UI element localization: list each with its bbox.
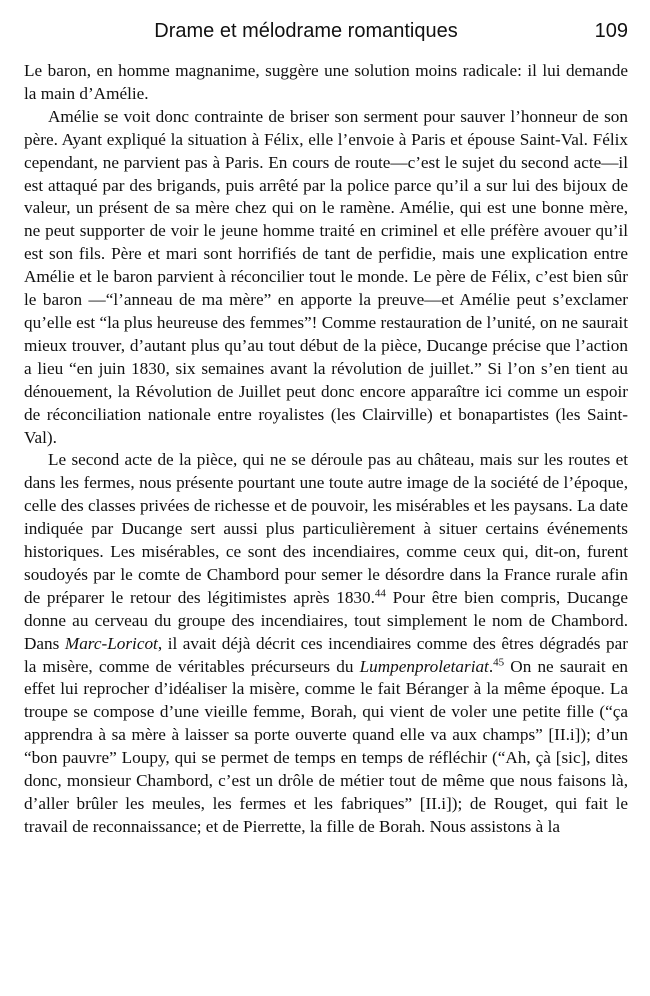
body-text	[24, 60, 628, 839]
paragraph-3	[24, 449, 628, 838]
paragraph-3-text-c: , il avait déjà décrit ces incendiaires comme des êtres dégradés par la misère, comme de véritables précurseurs du	[24, 633, 628, 676]
footnote-ref-44: 44	[374, 587, 386, 600]
paragraph-3-text-d: .	[488, 656, 494, 676]
footnote-ref-45: 45	[493, 655, 505, 668]
running-header	[24, 20, 628, 50]
paragraph-2: Amélie se voit donc contrainte de briser son serment pour sauver l’honneur de son père. Ayant expliqué la situation à Félix, elle l’envoie à Paris et épouse Saint-Val. Félix cependant, ne parvient pas à Paris. En cours de route—c’est le sujet du second acte—il est attaqué par des brigands, puis arrêté par la police parce qu’il a sur lui des bijoux de valeur, un présent de sa mère chez qui on le ramène. Amélie, qui est une bonne mère, ne peut supporter de voir le jeune homme traité en criminel et elle préfère avouer qu’il est son fils. Père et mari sont horrifiés de tant de perfidie, mais une explication entre Amélie et le baron parvient à réconcilier tout le monde. Le père de Félix, c’est bien sûr le baron —“l’anneau de ma mère” en apporte la preuve—et Amélie peut s’exclamer qu’elle est “la plus heureuse des femmes”! Comme restauration de l’unité, on ne saurait mieux trouver, d’autant plus qu’au tout début de la pièce, Ducange précise que l’action a lieu “en juin 1830, six semaines avant la révolution de juillet.” Si l’on s’en tient au dénouement, la Révolution de Juillet peut donc encore apparaître ici comme un espoir de réconciliation nationale entre royalistes (les Clairville) et bonapartistes (les Saint-Val).	[24, 106, 628, 447]
running-title: Drame et mélodrame romantiques	[154, 20, 458, 42]
page-number: 109	[594, 20, 628, 42]
paragraph-3-text-b: Pour être bien compris, Ducange donne au cerveau du groupe des incendiaires, tout simplement le nom de Chambord. Dans	[24, 587, 628, 653]
term-lumpenproletariat: Lumpenproletariat	[359, 656, 489, 676]
paragraph-3-text-a: Le second acte de la pièce, qui ne se déroule pas au château, mais sur les routes et dans les fermes, nous présente pourtant une toute autre image de la société de l’époque, celle des classes privées de richesse et de pouvoir, les misérables et les paysans. La date indiquée par Ducange sert aussi plus particulièrement à situer certains événements historiques. Les misérables, ce sont des incendiaires, comme ceux qui, dit-on, furent soudoyés par le comte de Chambord pour semer le désordre dans la France rurale afin de préparer le retour des légitimistes après 1830.	[24, 450, 628, 607]
paragraph-3-text-e: On ne saurait en effet lui reprocher d’idéaliser la misère, comme le fait Béranger à la même époque. La troupe se compose d’une vieille femme, Borah, qui vient de voler une petite fille (“ça apprendra à sa mère à laisser sa porte ouverte quand elle va aux champs” [II.i]); d’un “bon pauvre” Loupy, qui se permet de temps en temps de réfléchir (“Ah, çà [sic], dites donc, monsieur Chambord, c’est un drôle de métier tout de même que nous faisons là, d’aller brûler les meules, les fermes et les fabriques” [II.i]); de Rouget, qui fait le travail de reconnaissance; et de Pierrette, la fille de Borah. Nous assistons à la	[24, 656, 629, 836]
work-title-marc-loricot: Marc-Loricot	[64, 633, 158, 653]
paragraph-1: Le baron, en homme magnanime, suggère une solution moins radicale: il lui demande la main d’Amélie.	[24, 61, 628, 103]
